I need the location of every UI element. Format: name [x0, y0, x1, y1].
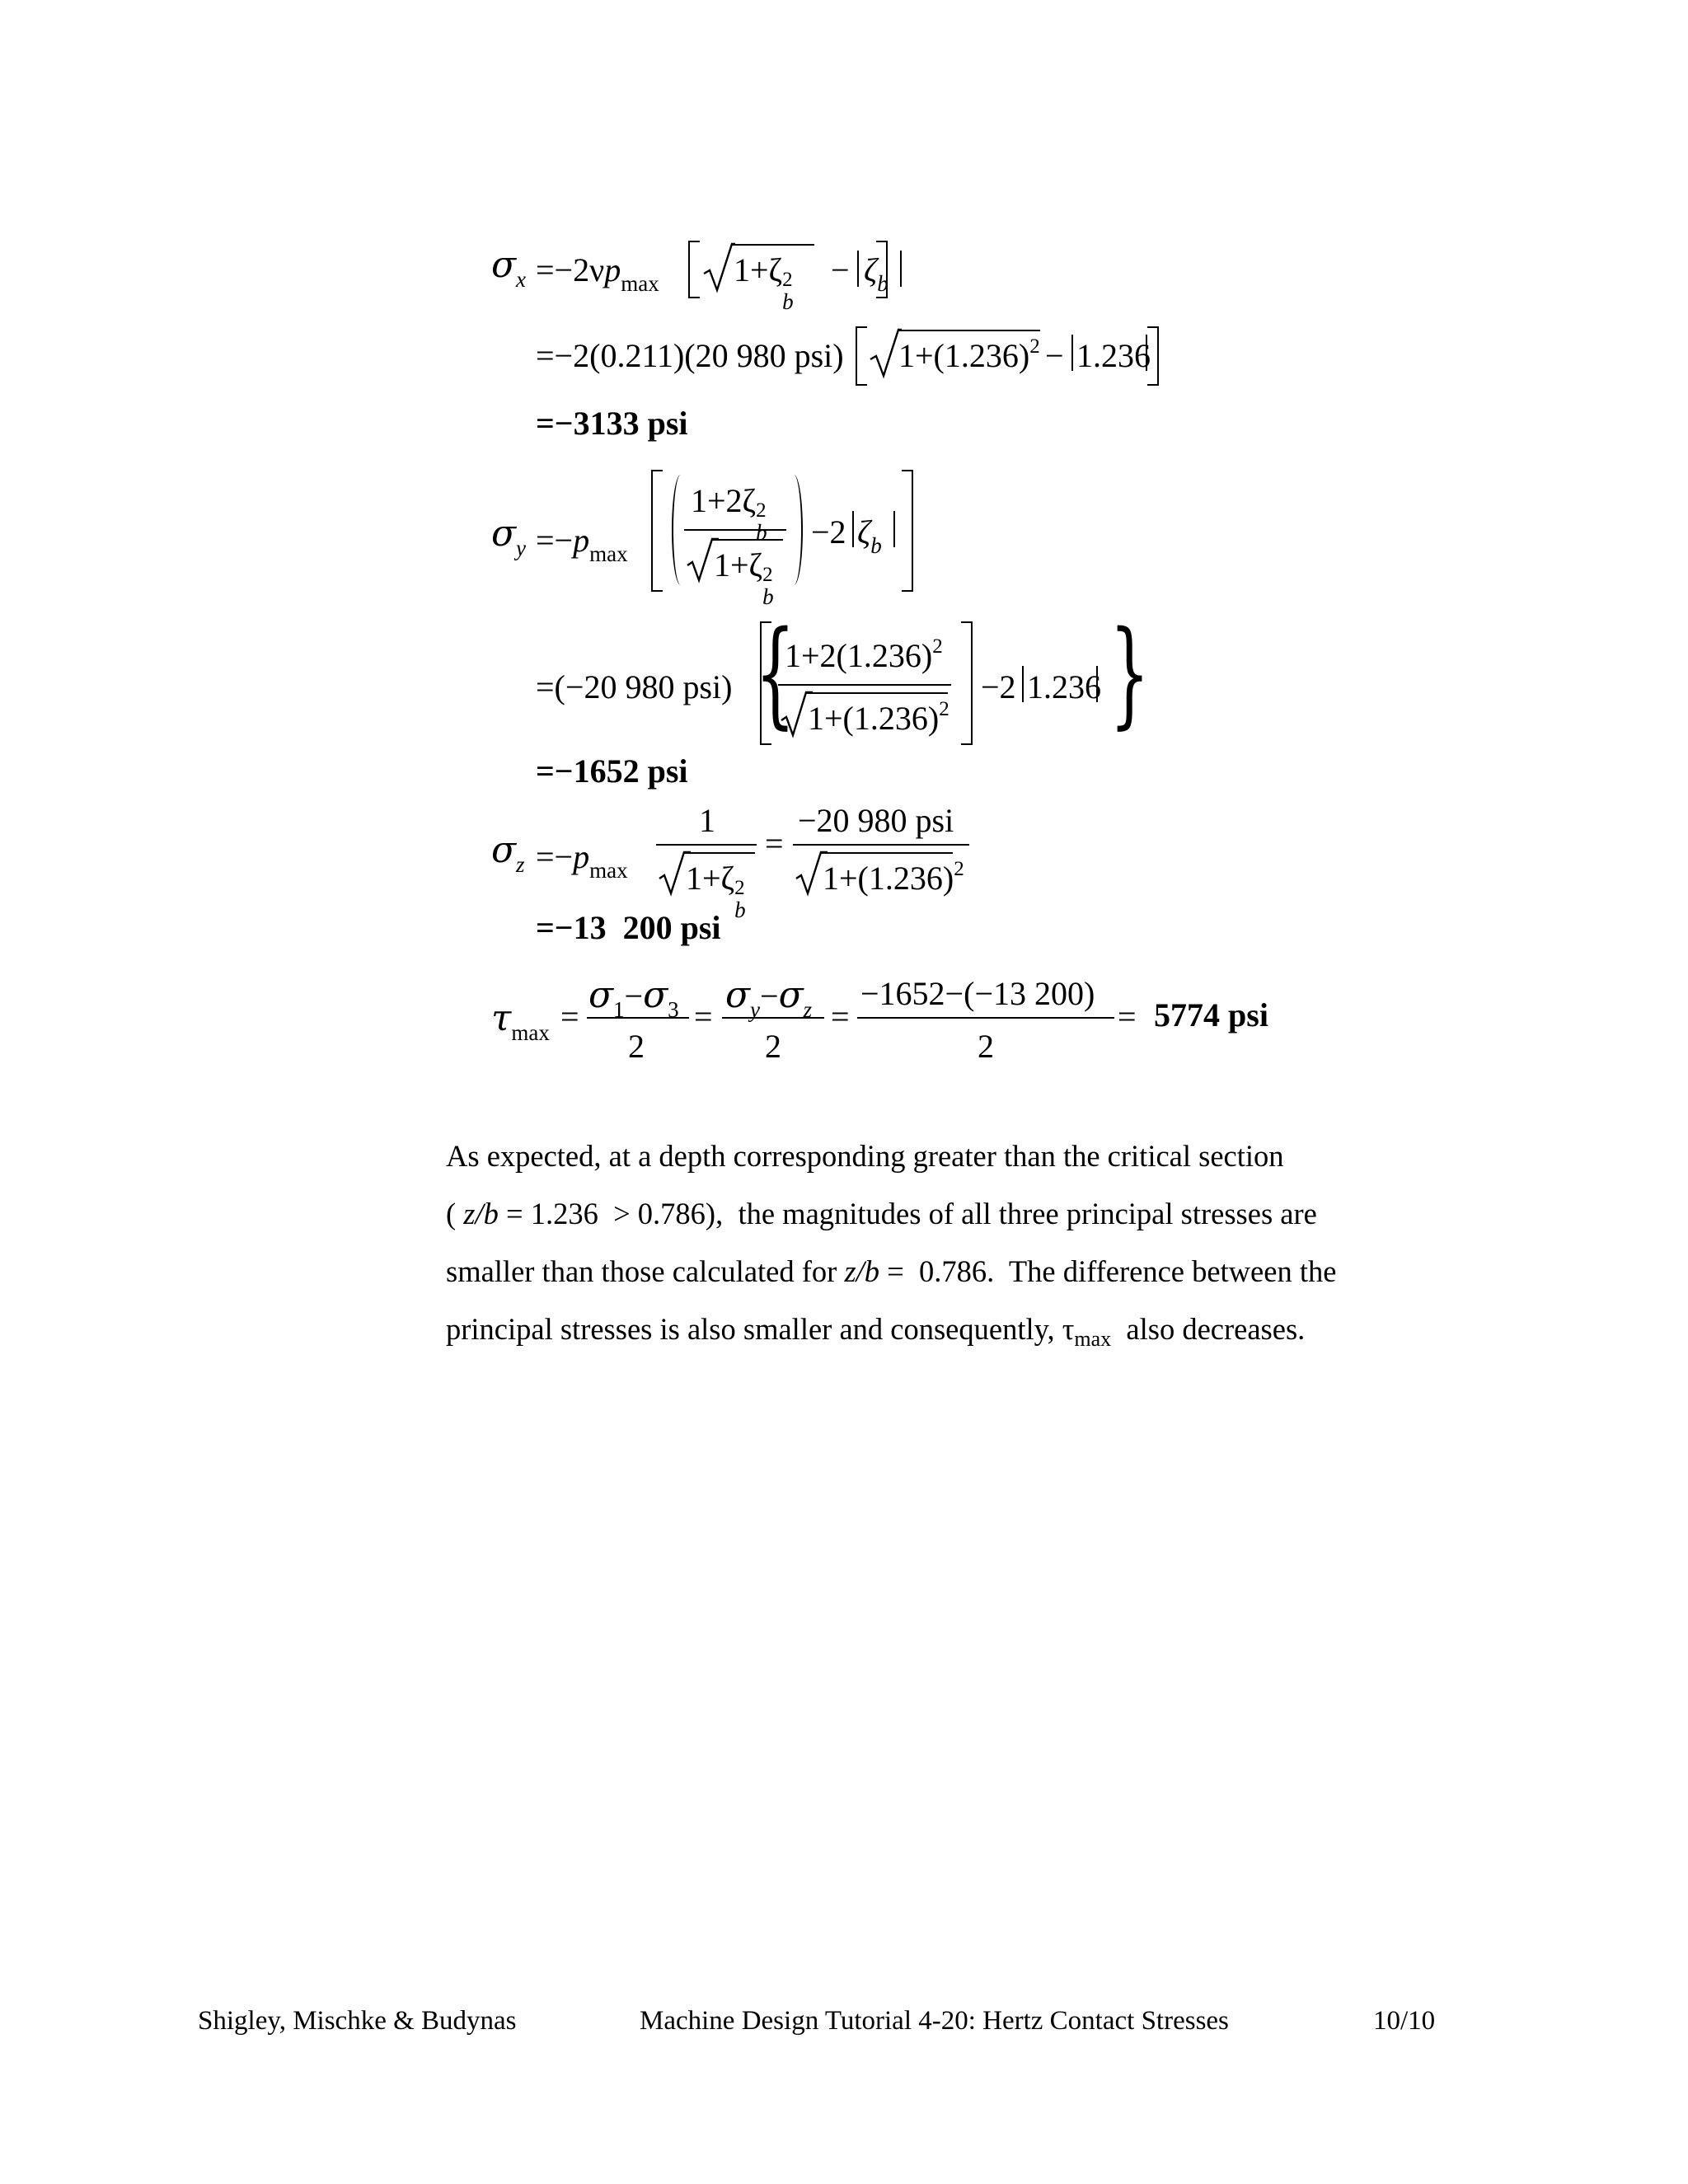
- fraction-bar: [656, 844, 757, 846]
- fraction-bar: [778, 684, 951, 686]
- fraction-bar: [722, 1017, 824, 1019]
- footer-authors: Shigley, Mischke & Budynas: [198, 2006, 517, 2036]
- sigma-z-den1: 1+ζ 2 b: [686, 860, 746, 922]
- tau-max-result: 5774 psi: [1154, 996, 1268, 1033]
- footer-title: Machine Design Tutorial 4-20: Hertz Contact Stresses: [640, 2006, 1229, 2036]
- right-paren: [788, 475, 803, 585]
- sigma-y-lhs: $\sigma_y$: [491, 513, 527, 560]
- sqrt-vinculum: [732, 244, 814, 246]
- abs-bar-right: [900, 251, 902, 287]
- sigma-y-denominator: 1+ζ 2 b: [714, 546, 774, 609]
- sigma-x-line2-minus: −: [1045, 337, 1064, 374]
- left-bracket: [688, 241, 700, 298]
- tau-max-num1: $\sigma_1-\sigma_3$: [588, 974, 679, 1022]
- tau-max-den3: 2: [978, 1028, 994, 1065]
- sigma-z-result: =−13 200 psi: [536, 909, 721, 946]
- sigma-x-radicand: 1+ζ 2 b: [734, 251, 794, 314]
- sigma-y-rhs: $=-p_{max}$: [536, 522, 628, 566]
- fraction-bar: [587, 1017, 689, 1019]
- right-bracket: [1147, 326, 1159, 386]
- paragraph-line-4: principal stresses is also smaller and consequently, $\tau_{max}$ also decreases.: [446, 1312, 1306, 1351]
- sigma-z-equals: =: [765, 825, 784, 862]
- left-brace: {: [755, 607, 796, 741]
- sigma-y-line2-denominator: $1+(1.236)^2$: [808, 698, 950, 737]
- sqrt-vinculum: [898, 330, 1040, 331]
- abs-bar-right: [893, 511, 895, 547]
- right-bracket: [902, 470, 913, 592]
- paragraph-line-1: As expected, at a depth corresponding greater than the critical section: [446, 1139, 1284, 1173]
- sigma-y-line2-prefix: =(−20 980 psi): [536, 668, 733, 705]
- sqrt-vinculum: [712, 539, 783, 541]
- sigma-y-line2-numerator: $1+2(1.236)^2$: [785, 635, 943, 674]
- conclusion-paragraph: [446, 1127, 1517, 1361]
- sigma-x-line2-prefix: =−2(0.211)(20 980 psi): [536, 337, 844, 374]
- left-bracket: [651, 470, 663, 592]
- sigma-y-line2-abs: 1.236: [1027, 668, 1101, 705]
- sqrt-vinculum: [806, 692, 948, 694]
- tau-max-eq2: =: [694, 998, 713, 1035]
- sigma-x-abs-zeta: $\zeta_b$: [864, 251, 889, 296]
- tau-max-num3: −1652−(−13 200): [860, 975, 1095, 1012]
- left-bracket: [760, 621, 771, 745]
- sigma-z-den2: $1+(1.236)^2$: [823, 858, 964, 897]
- abs-bar-left: [852, 511, 854, 547]
- fraction-bar: [684, 529, 786, 531]
- sqrt-sign: [869, 328, 902, 379]
- tau-max-eq3: =: [831, 998, 850, 1035]
- sigma-x-line2-radicand: $1+(1.236)^2$: [898, 335, 1040, 374]
- tau-max-den2: 2: [765, 1028, 781, 1065]
- abs-bar-left: [1022, 666, 1024, 702]
- sigma-x-line2-abs: 1.236: [1076, 337, 1151, 374]
- sigma-y-numerator: 1+2ζ 2 b: [691, 482, 767, 545]
- sigma-x-minus: −: [831, 251, 850, 288]
- abs-bar-left: [857, 251, 859, 287]
- right-brace: }: [1109, 607, 1151, 741]
- sigma-y-abs-zeta: $\zeta_b$: [857, 513, 882, 558]
- abs-bar-right: [1096, 666, 1098, 702]
- abs-bar-left: [1071, 335, 1073, 371]
- sqrt-vinculum: [821, 852, 953, 854]
- tau-max-den1: 2: [628, 1028, 645, 1065]
- tau-max-eq4: =: [1118, 998, 1137, 1035]
- sigma-z-num1: 1: [699, 802, 715, 839]
- paragraph-line-2: ( z/b = 1.236 > 0.786), the magnitudes of all three principal stresses are: [446, 1197, 1317, 1230]
- paragraph-line-3: smaller than those calculated for z/b = 0.786. The difference between the: [446, 1254, 1337, 1288]
- sigma-z-lhs: $\sigma_z$: [491, 829, 525, 877]
- sigma-y-result: =−1652 psi: [536, 752, 688, 790]
- sqrt-sign: [702, 242, 735, 293]
- tau-max-num2: $\sigma_y-\sigma_z$: [725, 974, 813, 1022]
- sigma-y-after: −2: [811, 513, 846, 551]
- footer-page-number: 10/10: [1373, 2006, 1436, 2036]
- right-bracket: [961, 621, 973, 745]
- right-bracket: [876, 241, 888, 298]
- sigma-x-rhs: $=-2\nu p_{max}$: [536, 251, 659, 296]
- fraction-bar: [857, 1017, 1114, 1019]
- tau-max-eq1: =: [560, 998, 579, 1035]
- sqrt-vinculum: [684, 852, 755, 854]
- tau-max-lhs: $\tau_{max}$: [491, 997, 550, 1045]
- fraction-bar: [793, 844, 969, 846]
- sigma-z-rhs: $=-p_{max}$: [536, 838, 628, 883]
- sigma-x-lhs: $\sigma_x$: [491, 244, 527, 292]
- sigma-z-num2: −20 980 psi: [798, 802, 954, 839]
- left-bracket: [856, 326, 867, 386]
- sigma-y-line2-after: −2: [981, 668, 1016, 705]
- sigma-x-result: =−3133 psi: [536, 405, 688, 442]
